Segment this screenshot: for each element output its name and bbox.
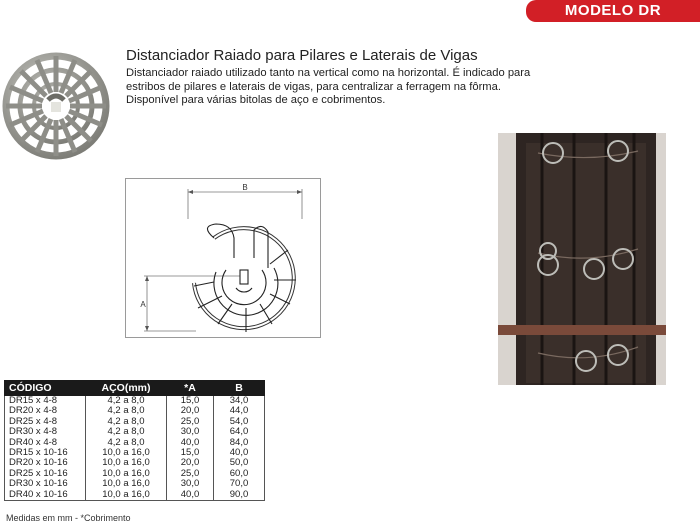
- cell-b: 34,0: [214, 396, 265, 407]
- cell-b: 50,0: [214, 458, 265, 468]
- cell-aco: 4,2 a 8,0: [86, 406, 167, 416]
- dimension-label-b: B: [242, 183, 248, 192]
- cell-codigo: DR20 x 10-16: [5, 458, 86, 468]
- cell-aco: 10,0 a 16,0: [86, 458, 167, 468]
- cell-codigo: DR30 x 10-16: [5, 479, 86, 489]
- column-header-b: B: [214, 381, 265, 396]
- table-header-row: [5, 381, 265, 396]
- cell-b: 44,0: [214, 406, 265, 416]
- cell-a: 30,0: [167, 479, 214, 489]
- cell-a: 15,0: [167, 448, 214, 458]
- cell-aco: 4,2 a 8,0: [86, 396, 167, 407]
- cell-aco: 4,2 a 8,0: [86, 427, 167, 437]
- cell-a: 30,0: [167, 427, 214, 437]
- cell-a: 40,0: [167, 438, 214, 448]
- cell-codigo: DR25 x 4-8: [5, 417, 86, 427]
- product-title: Distanciador Raiado para Pilares e Laterais de Vigas: [126, 47, 478, 64]
- table-row: [5, 490, 265, 501]
- cell-a: 15,0: [167, 396, 214, 407]
- cell-a: 20,0: [167, 458, 214, 468]
- cell-b: 64,0: [214, 427, 265, 437]
- cell-aco: 4,2 a 8,0: [86, 438, 167, 448]
- cell-codigo: DR20 x 4-8: [5, 406, 86, 416]
- cell-b: 70,0: [214, 479, 265, 489]
- cell-b: 84,0: [214, 438, 265, 448]
- footnote: Medidas em mm - *Cobrimento: [6, 513, 131, 523]
- product-image: [2, 52, 110, 160]
- cell-a: 25,0: [167, 469, 214, 479]
- cell-aco: 4,2 a 8,0: [86, 417, 167, 427]
- dimension-label-a: A: [140, 300, 146, 309]
- cell-codigo: DR25 x 10-16: [5, 469, 86, 479]
- product-description: Distanciador raiado utilizado tanto na vertical como na horizontal. É indicado para estribos de pilares e laterais de vigas, para centralizar a ferragem na fôrma. Disponível para várias bitolas de aço e cobrimentos.: [126, 67, 531, 107]
- cell-b: 40,0: [214, 448, 265, 458]
- cell-b: 60,0: [214, 469, 265, 479]
- cell-a: 40,0: [167, 490, 214, 501]
- cell-codigo: DR15 x 10-16: [5, 448, 86, 458]
- cell-codigo: DR40 x 10-16: [5, 490, 86, 501]
- column-header-codigo: CÓDIGO: [5, 381, 86, 396]
- cell-aco: 10,0 a 16,0: [86, 469, 167, 479]
- cell-a: 20,0: [167, 406, 214, 416]
- cell-codigo: DR40 x 4-8: [5, 438, 86, 448]
- spacer-drawing: [126, 179, 320, 337]
- spec-table: [4, 380, 265, 501]
- model-label: MODELO DR: [526, 0, 700, 22]
- cell-aco: 10,0 a 16,0: [86, 490, 167, 501]
- cell-codigo: DR15 x 4-8: [5, 396, 86, 407]
- cell-aco: 10,0 a 16,0: [86, 479, 167, 489]
- cell-a: 25,0: [167, 417, 214, 427]
- application-photo: [498, 133, 666, 385]
- cell-b: 54,0: [214, 417, 265, 427]
- dimension-diagram: [125, 178, 321, 338]
- cell-aco: 10,0 a 16,0: [86, 448, 167, 458]
- column-header-aco: AÇO(mm): [86, 381, 167, 396]
- cell-codigo: DR30 x 4-8: [5, 427, 86, 437]
- column-header-a: *A: [167, 381, 214, 396]
- cell-b: 90,0: [214, 490, 265, 501]
